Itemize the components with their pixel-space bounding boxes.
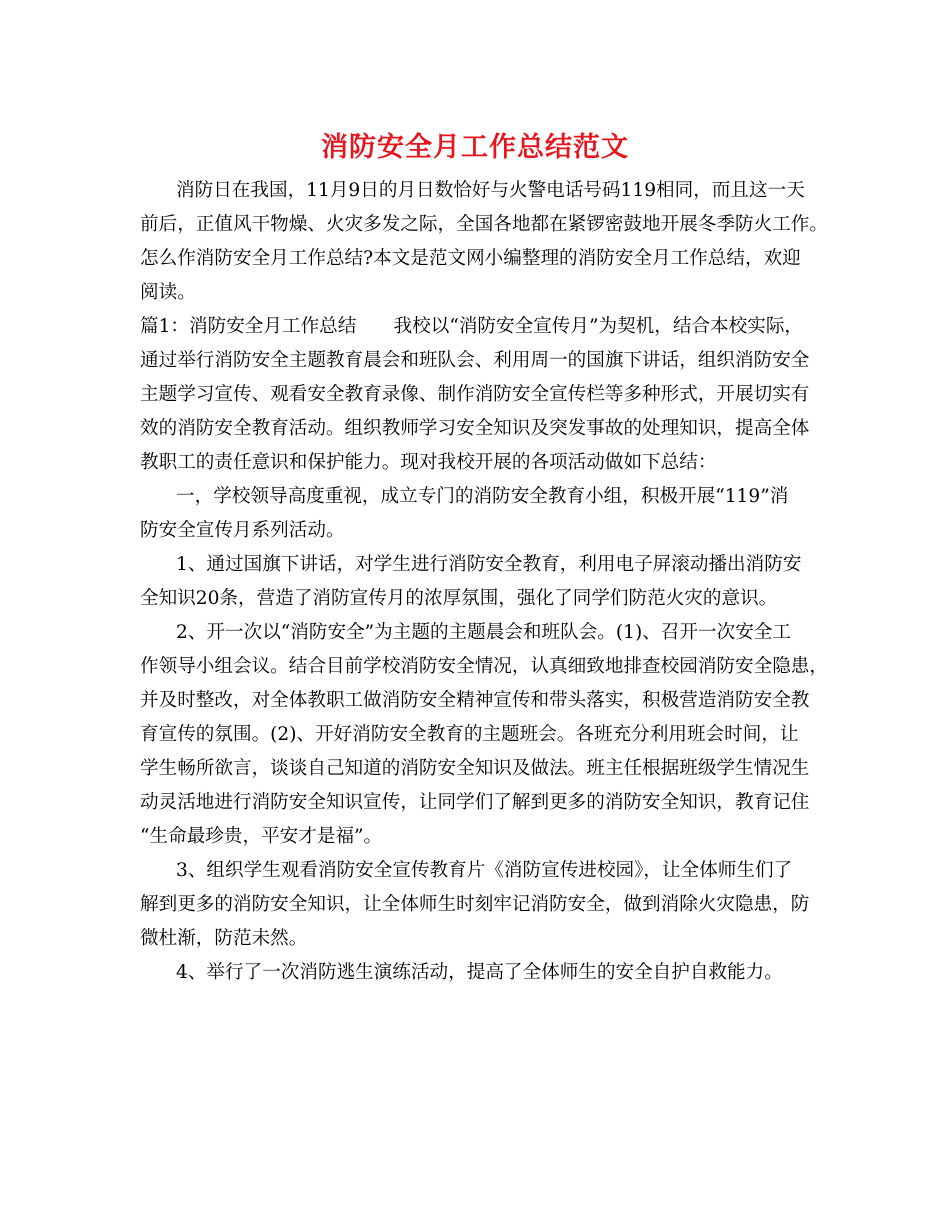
paragraph-line: 微杜渐，防范未然。 <box>140 928 308 949</box>
document-title: 消防安全月工作总结范文 <box>321 132 629 163</box>
paragraph-line: 篇1：消防安全月工作总结 我校以“消防安全宣传月”为契机，结合本校实际， <box>140 316 804 337</box>
paragraph-line: 4、举行了一次消防逃生演练活动，提高了全体师生的安全自护自救能力。 <box>176 962 783 983</box>
paragraph-line: 教职工的责任意识和保护能力。现对我校开展的各项活动做如下总结： <box>140 452 717 473</box>
paragraph-line: 并及时整改，对全体教职工做消防安全精神宣传和带头落实，积极营造消防安全教 <box>140 690 810 711</box>
paragraph-line: 作领导小组会议。结合目前学校消防安全情况，认真细致地排查校园消防安全隐患， <box>140 656 828 677</box>
paragraph-line: 主题学习宣传、观看安全教育录像、制作消防安全宣传栏等多种形式，开展切实有 <box>140 384 810 405</box>
paragraph-line: 全知识20条，营造了消防宣传月的浓厚氛围，强化了同学们防范火灾的意识。 <box>140 588 778 609</box>
paragraph-line: 学生畅所欲言，谈谈自己知道的消防安全知识及做法。班主任根据班级学生情况生 <box>140 758 810 779</box>
paragraph-line: 消防日在我国，11月9日的月日数恰好与火警电话号码119相同，而且这一天 <box>176 180 805 201</box>
paragraph-line: 一，学校领导高度重视，成立专门的消防安全教育小组，积极开展“119”消 <box>176 486 789 507</box>
paragraph-line: 前后，正值风干物燥、火灾多发之际，全国各地都在紧锣密鼓地开展冬季防火工作。 <box>140 214 828 235</box>
paragraph-line: 解到更多的消防安全知识，让全体师生时刻牢记消防安全，做到消除火灾隐患，防 <box>140 894 810 915</box>
paragraph-line: “生命最珍贵，平安才是福”。 <box>140 826 383 847</box>
paragraph-line: 怎么作消防安全月工作总结?本文是范文网小编整理的消防安全月工作总结，欢迎 <box>140 248 801 269</box>
paragraph-line: 动灵活地进行消防安全知识宣传，让同学们了解到更多的消防安全知识，教育记住 <box>140 792 810 813</box>
paragraph-line: 2、开一次以“消防安全”为主题的主题晨会和班队会。(1)、召开一次安全工 <box>176 622 791 643</box>
paragraph-line: 育宣传的氛围。(2)、开好消防安全教育的主题班会。各班充分利用班会时间，让 <box>140 724 799 745</box>
paragraph-line: 通过举行消防安全主题教育晨会和班队会、利用周一的国旗下讲话，组织消防安全 <box>140 350 810 371</box>
paragraph-line: 阅读。 <box>140 282 196 303</box>
paragraph-line: 效的消防安全教育活动。组织教师学习安全知识及突发事故的处理知识，提高全体 <box>140 418 810 439</box>
paragraph-line: 防安全宣传月系列活动。 <box>140 520 345 541</box>
paragraph-line: 3、组织学生观看消防安全宣传教育片《消防宣传进校园》，让全体师生们了 <box>176 860 793 881</box>
paragraph-line: 1、通过国旗下讲话，对学生进行消防安全教育，利用电子屏滚动播出消防安 <box>176 554 802 575</box>
